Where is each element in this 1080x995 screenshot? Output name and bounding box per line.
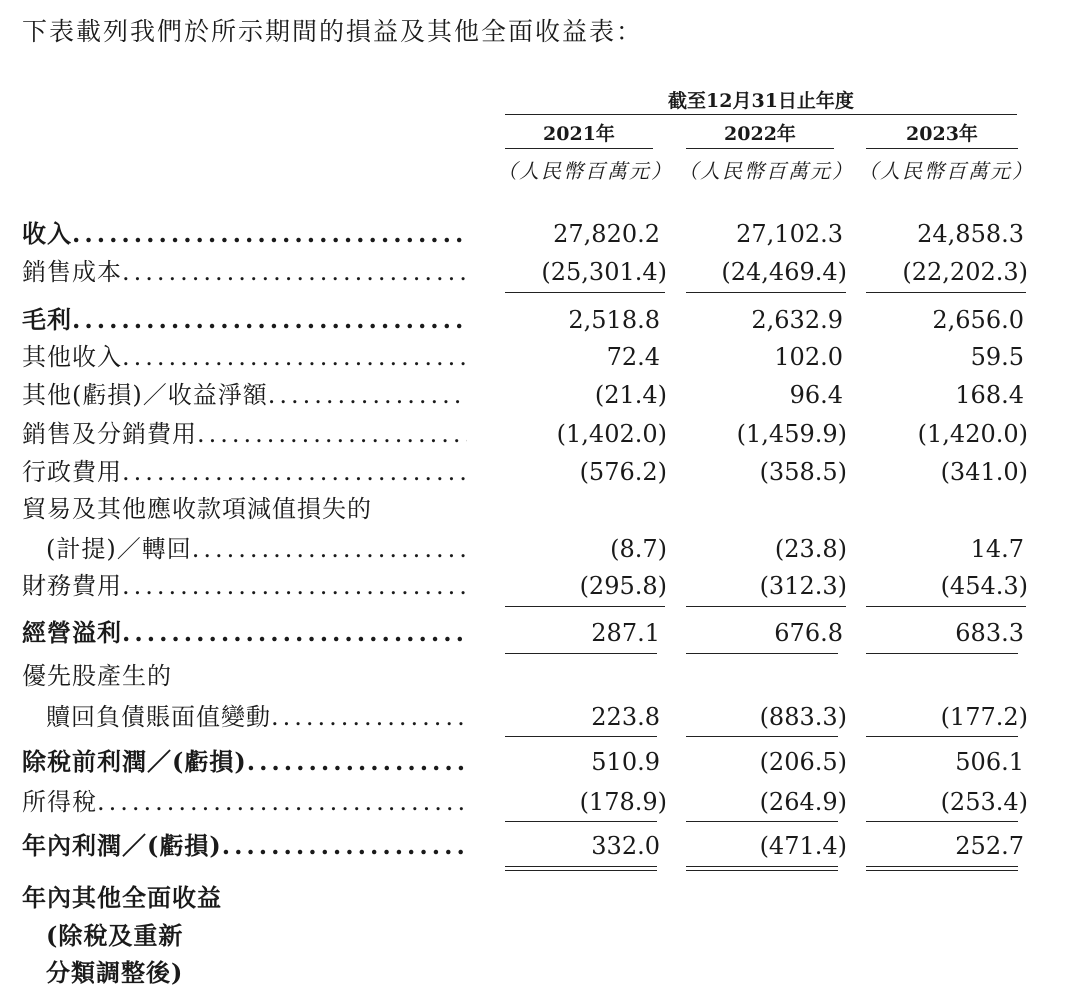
row-label: 除稅前利潤／(虧損) — [22, 747, 247, 776]
subtotal-rule — [866, 821, 1018, 822]
year-2022: 2022年 — [724, 123, 796, 145]
value-2022: (358.5) — [759, 458, 847, 486]
unit-label: （人民幣百萬元） — [678, 159, 854, 183]
value-2023: (341.0) — [940, 458, 1028, 486]
value-2022: 676.8 — [774, 619, 843, 647]
value-2021: (178.9) — [579, 788, 667, 816]
value-2023: 252.7 — [955, 832, 1024, 860]
oci-subheading: (除稅及重新 — [46, 921, 184, 950]
value-2022: (471.4) — [759, 832, 847, 860]
value-2021: (25,301.4) — [541, 258, 667, 286]
value-2022: (206.5) — [759, 748, 847, 776]
period-underline — [505, 114, 1017, 115]
value-2022: (264.9) — [759, 788, 847, 816]
row-label: 銷售及分銷費用 — [22, 420, 197, 448]
value-2022: (23.8) — [774, 535, 847, 563]
value-2021: 510.9 — [591, 748, 660, 776]
row-impairment — [0, 533, 1080, 571]
value-2021: 72.4 — [606, 343, 660, 371]
value-2021: (1,402.0) — [556, 420, 667, 448]
oci-heading: 年內其他全面收益 — [22, 883, 222, 912]
value-2022: 2,632.9 — [751, 306, 843, 334]
value-2021: 27,820.2 — [553, 220, 660, 248]
row-operating-profit — [0, 617, 1080, 655]
row-revenue — [0, 218, 1080, 256]
row-label: 毛利 — [22, 305, 72, 334]
value-2023: 24,858.3 — [917, 220, 1024, 248]
total-double-rule — [686, 866, 838, 871]
row-label: 其他收入 — [22, 343, 122, 371]
subtotal-rule — [505, 736, 657, 737]
row-selling-expenses — [0, 418, 1080, 456]
value-2021: (8.7) — [610, 535, 667, 563]
value-2022: (24,469.4) — [721, 258, 847, 286]
subtotal-rule — [686, 653, 838, 654]
year-2021: 2021年 — [543, 123, 615, 145]
row-label: 贖回負債賬面值變動 — [46, 703, 271, 731]
row-label: 優先股產生的 — [22, 662, 172, 690]
year-underline — [866, 148, 1018, 149]
subtotal-rule — [505, 606, 665, 607]
value-2023: 168.4 — [955, 381, 1024, 409]
subtotal-rule — [505, 292, 665, 293]
value-2023: 59.5 — [970, 343, 1024, 371]
value-2021: (21.4) — [594, 381, 667, 409]
value-2021: 223.8 — [591, 703, 660, 731]
year-underline — [505, 148, 653, 149]
row-label: 所得稅 — [22, 788, 97, 816]
row-label: 財務費用 — [22, 572, 122, 600]
value-2022: (1,459.9) — [736, 420, 847, 448]
subtotal-rule — [686, 292, 846, 293]
value-2023: 2,656.0 — [932, 306, 1024, 334]
row-label: 行政費用 — [22, 458, 122, 486]
row-other-income — [0, 341, 1080, 379]
subtotal-rule — [866, 606, 1026, 607]
row-finance-costs — [0, 570, 1080, 608]
value-2022: (883.3) — [759, 703, 847, 731]
row-profit-for-year — [0, 830, 1080, 868]
value-2023: 506.1 — [955, 748, 1024, 776]
intro-text: 下表載列我們於所示期間的損益及其他全面收益表： — [22, 17, 644, 46]
subtotal-rule — [866, 653, 1018, 654]
value-2023: (1,420.0) — [917, 420, 1028, 448]
value-2022: 96.4 — [789, 381, 843, 409]
subtotal-rule — [686, 821, 838, 822]
value-2021: (576.2) — [579, 458, 667, 486]
row-label: 年內利潤／(虧損) — [22, 831, 222, 860]
value-2023: (454.3) — [940, 572, 1028, 600]
period-header: 截至12月31日止年度 — [668, 90, 854, 112]
value-2022: 27,102.3 — [736, 220, 843, 248]
value-2023: (177.2) — [940, 703, 1028, 731]
row-profit-before-tax — [0, 746, 1080, 784]
total-double-rule — [505, 866, 657, 871]
value-2023: 14.7 — [970, 535, 1024, 563]
row-label: 經營溢利 — [22, 618, 122, 647]
value-2021: 2,518.8 — [568, 306, 660, 334]
total-double-rule — [866, 866, 1018, 871]
value-2021: (295.8) — [579, 572, 667, 600]
subtotal-rule — [866, 292, 1026, 293]
row-cost-of-sales — [0, 256, 1080, 294]
subtotal-rule — [505, 653, 657, 654]
row-gross-profit — [0, 304, 1080, 342]
row-label: 貿易及其他應收款項減值損失的 — [22, 495, 372, 523]
row-income-tax — [0, 786, 1080, 824]
value-2021: 287.1 — [591, 619, 660, 647]
unit-label: （人民幣百萬元） — [858, 159, 1034, 183]
subtotal-rule — [866, 736, 1018, 737]
value-2021: 332.0 — [591, 832, 660, 860]
subtotal-rule — [505, 821, 657, 822]
row-admin-expenses — [0, 456, 1080, 494]
value-2023: (253.4) — [940, 788, 1028, 816]
value-2023: 683.3 — [955, 619, 1024, 647]
row-other-gains — [0, 379, 1080, 417]
row-label: (計提)／轉回 — [46, 535, 192, 563]
row-label: 銷售成本 — [22, 258, 122, 286]
oci-subheading: 分類調整後) — [46, 958, 184, 987]
year-2023: 2023年 — [906, 123, 978, 145]
row-label: 其他(虧損)／收益淨額 — [22, 381, 268, 409]
value-2022: (312.3) — [759, 572, 847, 600]
row-preferred-shares — [0, 701, 1080, 739]
subtotal-rule — [686, 736, 838, 737]
unit-label: （人民幣百萬元） — [497, 159, 673, 183]
subtotal-rule — [686, 606, 846, 607]
row-label: 收入 — [22, 219, 72, 248]
value-2022: 102.0 — [774, 343, 843, 371]
value-2023: (22,202.3) — [902, 258, 1028, 286]
year-underline — [686, 148, 834, 149]
